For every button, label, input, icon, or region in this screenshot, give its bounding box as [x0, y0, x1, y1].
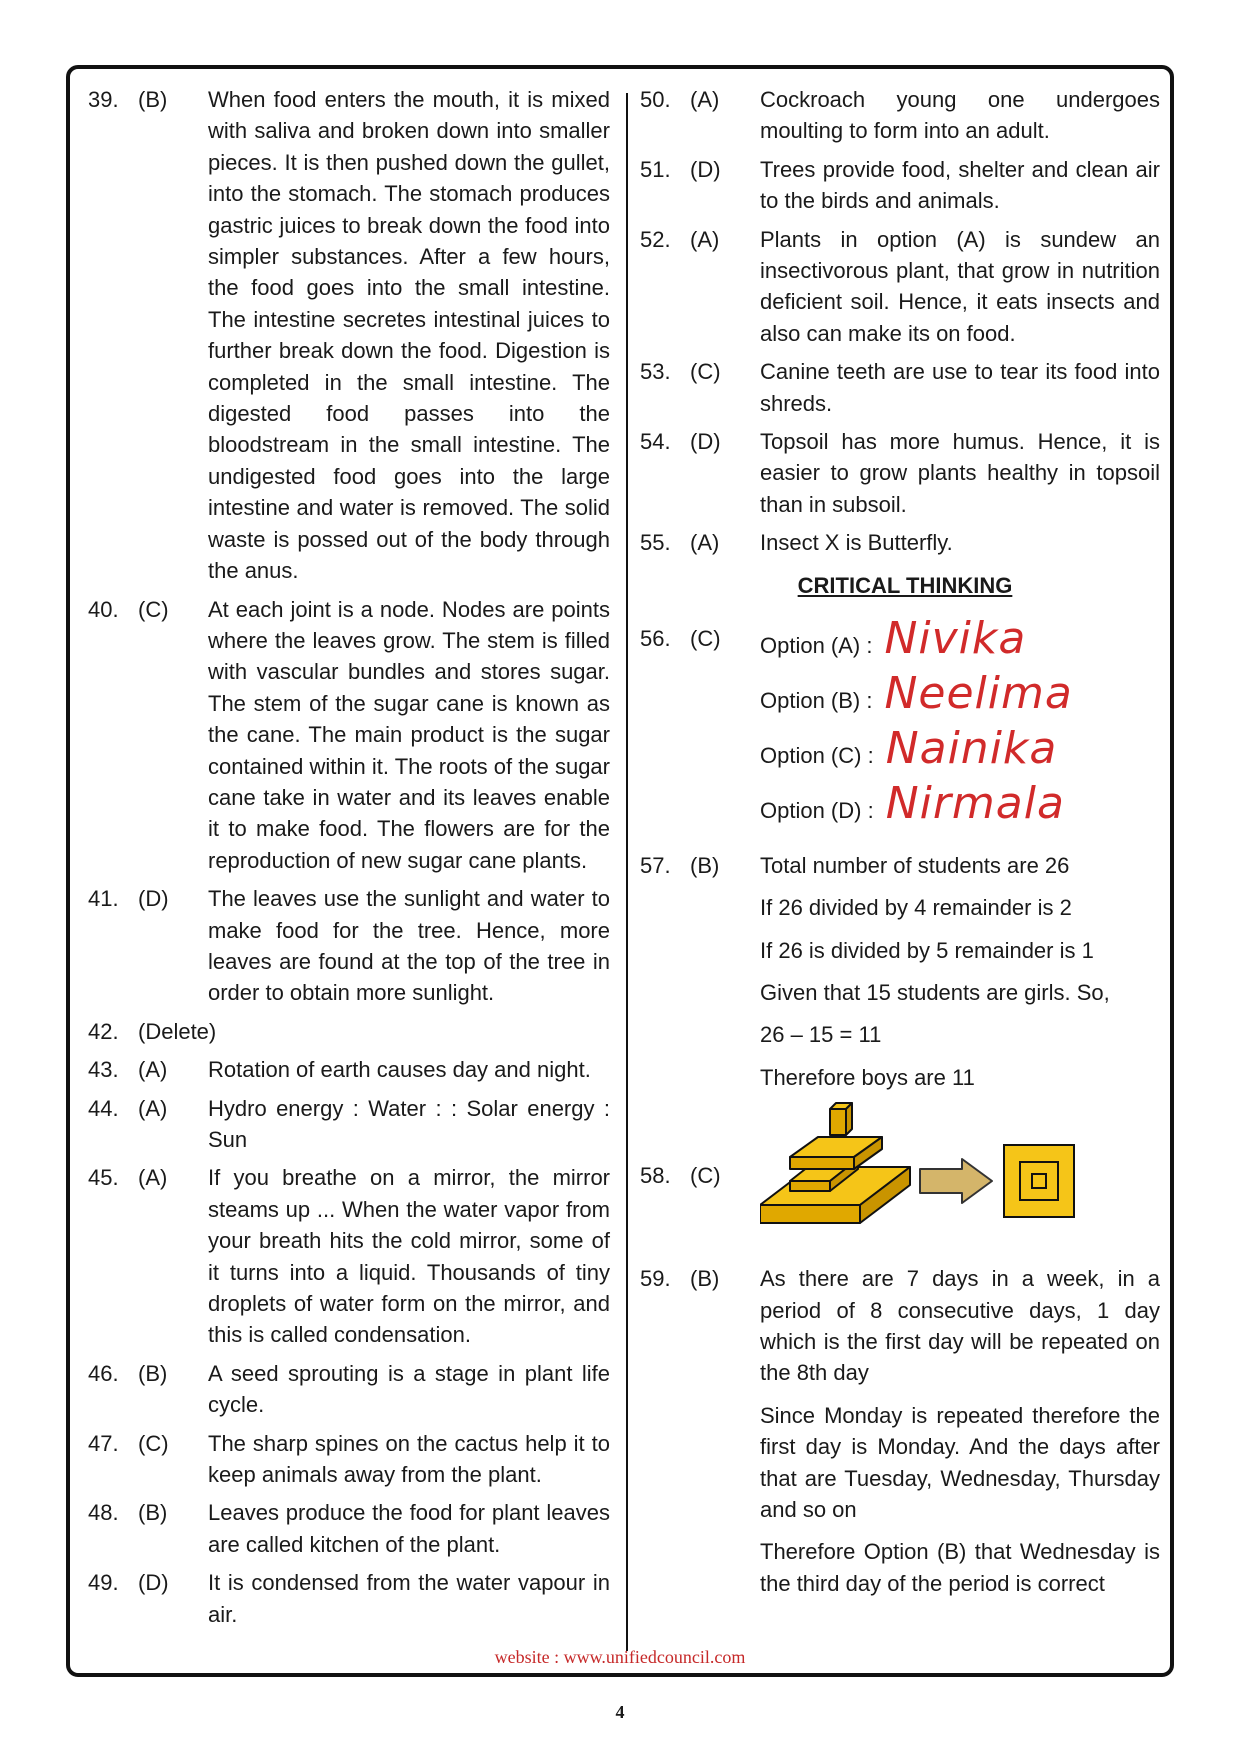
question-number: 59.: [640, 1266, 671, 1292]
answer-option: (C): [690, 1163, 721, 1189]
answer-option: (C): [690, 625, 721, 651]
answer-option: (A): [138, 1165, 168, 1191]
answer-option: (A): [690, 530, 720, 556]
stacked-blocks-figure: [760, 1101, 1130, 1251]
answer-option: (C): [138, 1430, 169, 1456]
answer-option: (B): [138, 1500, 168, 1526]
left-column: [88, 84, 610, 1637]
answer-text: [760, 426, 1160, 520]
page-number: 4: [615, 1702, 625, 1722]
answer-option: (C): [690, 359, 721, 385]
answer-item-55: [640, 527, 1160, 558]
question-number: 52.: [640, 226, 671, 252]
question-number: 57.: [640, 852, 671, 878]
answer-paragraph: Leaves produce the food for plant leaves are called kitchen of the plant.: [208, 1500, 610, 1557]
answer-paragraph: Plants in option (A) is sundew an insectivorous plant, that grow in nutrition deficient soil. Hence, it eats insects and also can make its on food.: [760, 226, 1160, 346]
answer-paragraph: A seed sprouting is a stage in plant life cycle.: [208, 1360, 610, 1418]
option-label: Option (C) :: [760, 742, 874, 768]
answer-item-40: [88, 594, 610, 877]
option-label: Option (B) :: [760, 687, 873, 713]
top-view-figure: [1004, 1145, 1074, 1217]
answer-item-39: [88, 84, 610, 587]
answer-text: [760, 850, 1160, 1093]
answer-option: (D): [138, 886, 169, 912]
footer-website: website : www.unifiedcouncil.com: [494, 1647, 746, 1667]
answer-paragraph: Since Monday is repeated therefore the first day is Monday. And the days after that are Tuesday, Wednesday, Thursday and so on: [760, 1402, 1160, 1522]
answer-text: [208, 1016, 610, 1047]
question-number: 46.: [88, 1360, 119, 1386]
answer-text: [760, 356, 1160, 419]
answer-item-46: [88, 1358, 610, 1421]
answer-option: (D): [690, 429, 721, 455]
question-number: 40.: [88, 596, 119, 622]
answer-item-53: [640, 356, 1160, 419]
question-number: 51.: [640, 156, 671, 182]
answer-item-47: [88, 1428, 610, 1491]
arrow-icon: [920, 1159, 992, 1203]
answer-item-43: [88, 1054, 610, 1085]
answer-paragraph: Given that 15 students are girls. So,: [760, 979, 1110, 1005]
answer-text: [208, 1358, 610, 1421]
question-number: 43.: [88, 1057, 119, 1083]
answer-paragraph: Hydro energy : Water : : Solar energy : Sun: [208, 1095, 610, 1152]
answer-paragraph: The sharp spines on the cactus help it to keep animals away from the plant.: [208, 1430, 610, 1488]
answer-paragraph: As there are 7 days in a week, in a period of 8 consecutive days, 1 day which is the first day will be repeated on the 8th day: [760, 1266, 1160, 1386]
answer-item-48: [88, 1497, 610, 1560]
question-number: 44.: [88, 1095, 119, 1121]
answer-option: (B): [138, 87, 168, 112]
name-options: [760, 612, 1160, 843]
answer-option: (A): [690, 87, 720, 112]
answer-paragraph: It is condensed from the water vapour in air.: [208, 1570, 610, 1627]
question-number: 45.: [88, 1165, 119, 1191]
answer-item-50: [640, 84, 1160, 147]
answer-item-44: [88, 1093, 610, 1156]
answer-text: [760, 527, 1160, 558]
question-number: 54.: [640, 429, 671, 455]
answer-paragraph: Therefore boys are 11: [760, 1064, 975, 1090]
answer-item-51: [640, 154, 1160, 217]
question-number: 53.: [640, 359, 671, 385]
answer-paragraph: If you breathe on a mirror, the mirror steams up ... When the water vapor from your breath hits the cold mirror, some of it turns into a liquid. Thousands of tiny droplets of water form on the mirror, and this is called condensation.: [208, 1165, 610, 1348]
answer-option: (C): [138, 596, 169, 622]
answer-item-49: [88, 1567, 610, 1630]
question-number: 41.: [88, 886, 119, 912]
answer-text: [760, 154, 1160, 217]
question-number: 55.: [640, 530, 671, 556]
answer-text: [208, 1093, 610, 1156]
answer-item-42: [88, 1016, 610, 1047]
column-divider: [626, 93, 628, 1651]
answer-item-58: [640, 1101, 1160, 1251]
answer-paragraph: Topsoil has more humus. Hence, it is easier to grow plants healthy in topsoil than in subsoil.: [760, 429, 1160, 517]
option-label: Option (A) :: [760, 632, 873, 658]
answer-item-57: [640, 850, 1160, 1093]
answer-item-52: [640, 224, 1160, 350]
question-number: 39.: [88, 87, 119, 112]
question-number: 48.: [88, 1500, 119, 1526]
stacked-blocks-3d-view: [760, 1103, 910, 1223]
question-number: 47.: [88, 1430, 119, 1456]
answer-option: (B): [690, 1266, 720, 1292]
answer-text: [760, 1263, 1160, 1599]
answer-paragraph: 26 – 15 = 11: [760, 1022, 882, 1048]
answer-option: (Delete): [138, 1018, 217, 1044]
question-number: 56.: [640, 625, 671, 651]
answer-paragraph: The leaves use the sunlight and water to make food for the tree. Hence, more leaves are found at the top of the tree in order to obtain more sunlight.: [208, 886, 610, 1006]
answer-paragraph: Canine teeth are use to tear its food into shreds.: [760, 359, 1160, 416]
question-number: 49.: [88, 1570, 119, 1596]
option-name: Nirmala: [885, 777, 1065, 829]
answer-paragraph: Trees provide food, shelter and clean air to the birds and animals.: [760, 156, 1160, 214]
answer-option: (D): [690, 156, 721, 182]
answer-paragraph: If 26 is divided by 5 remainder is 1: [760, 937, 1094, 963]
answer-option: (A): [138, 1057, 168, 1083]
answer-paragraph: Rotation of earth causes day and night.: [208, 1057, 591, 1083]
answer-option: (A): [690, 226, 720, 252]
answer-text: [208, 84, 610, 587]
answer-text: [208, 1428, 610, 1491]
answer-paragraph: Cockroach young one undergoes moulting to form into an adult.: [760, 87, 1160, 144]
answer-paragraph: Insect X is Butterfly.: [760, 530, 953, 556]
answer-item-59: [640, 1263, 1160, 1599]
answer-option: (A): [138, 1095, 168, 1121]
question-number: 50.: [640, 87, 671, 112]
answer-paragraph: Therefore Option (B) that Wednesday is the third day of the period is correct: [760, 1539, 1160, 1596]
answer-option: (B): [690, 852, 720, 878]
name-option-row: [760, 777, 1160, 843]
answer-item-41: [88, 883, 610, 1009]
answer-item-54: [640, 426, 1160, 520]
answer-paragraph: At each joint is a node. Nodes are points where the leaves grow. The stem is filled with vascular bundles and stores sugar. The stem of the sugar cane is known as the cane. The main product is the sugar contained within it. The roots of the sugar cane take in water and its leaves enable it to make food. The flowers are for the reproduction of new sugar cane plants.: [208, 596, 610, 873]
option-name: Nainika: [885, 722, 1058, 774]
answer-paragraph: Total number of students are 26: [760, 852, 1070, 878]
answer-text: [208, 1497, 610, 1560]
right-column: [640, 84, 1160, 1606]
answer-text: [760, 84, 1160, 147]
option-name: Neelima: [884, 667, 1073, 719]
section-title: CRITICAL THINKING: [797, 572, 1013, 598]
answer-text: [208, 1162, 610, 1350]
answer-text: [208, 883, 610, 1009]
answer-item-56: [640, 612, 1160, 843]
answer-paragraph: If 26 divided by 4 remainder is 2: [760, 895, 1072, 921]
answer-text: [208, 1054, 610, 1085]
answer-text: [208, 1567, 610, 1630]
answer-option: (D): [138, 1570, 169, 1596]
option-name: Nivika: [884, 612, 1027, 664]
option-label: Option (D) :: [760, 797, 874, 823]
answer-item-45: [88, 1162, 610, 1350]
answer-paragraph: When food enters the mouth, it is mixed with saliva and broken down into smaller pieces. It is then pushed down the gullet, into the stomach. The stomach produces gastric juices to break down the food into simpler substances. After a few hours, the food goes into the small intestine. The intestine secretes intestinal juices to further break down the food. Digestion is completed in the small intestine. The digested food passes into the bloodstream in the small intestine. The undigested food goes into the large intestine and water is removed. The solid waste is possed out of the body through the anus.: [208, 87, 610, 584]
answer-text: [208, 594, 610, 877]
question-number: 58.: [640, 1163, 671, 1189]
question-number: 42.: [88, 1018, 119, 1044]
answer-option: (B): [138, 1360, 168, 1386]
answer-text: [760, 224, 1160, 350]
